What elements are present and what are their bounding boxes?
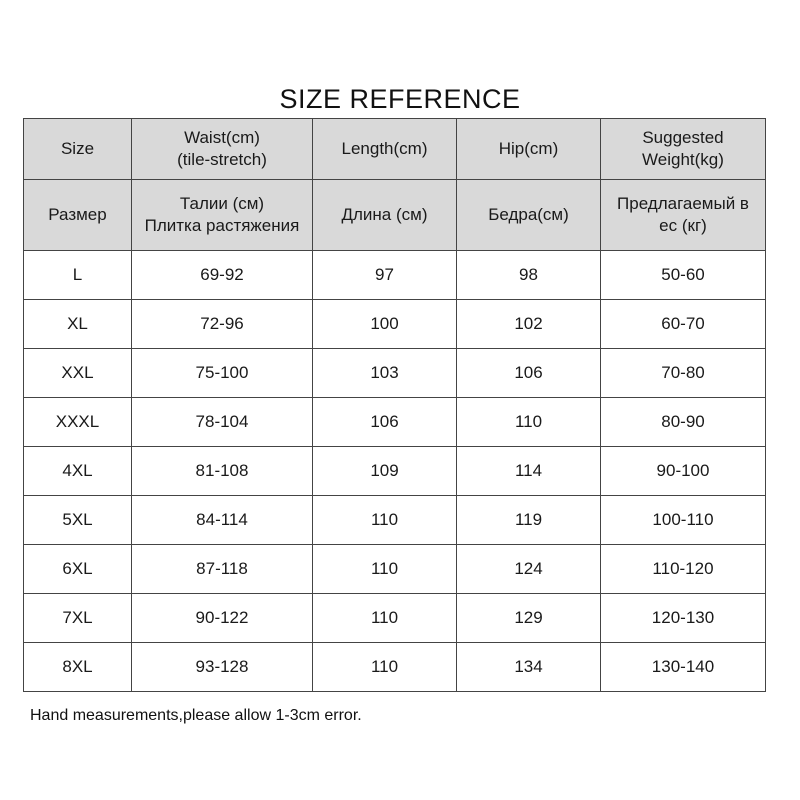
weight-cell: 70-80	[601, 349, 766, 398]
table-row	[24, 398, 766, 447]
header-weight-ru: Предлагаемый в ес (кг)	[601, 180, 766, 251]
table-row	[24, 447, 766, 496]
length-cell: 110	[313, 545, 457, 594]
size-table	[23, 118, 766, 692]
length-cell: 97	[313, 251, 457, 300]
weight-cell: 120-130	[601, 594, 766, 643]
length-cell: 109	[313, 447, 457, 496]
header-length: Length(cm)	[313, 119, 457, 180]
waist-cell: 84-114	[132, 496, 313, 545]
hip-cell: 110	[457, 398, 601, 447]
length-cell: 110	[313, 594, 457, 643]
waist-cell: 72-96	[132, 300, 313, 349]
size-cell: 4XL	[24, 447, 132, 496]
size-cell: 5XL	[24, 496, 132, 545]
header-length-ru: Длина (см)	[313, 180, 457, 251]
table-row	[24, 643, 766, 692]
measurement-note: Hand measurements,please allow 1-3cm error.	[30, 707, 362, 724]
waist-cell: 81-108	[132, 447, 313, 496]
header-size: Size	[24, 119, 132, 180]
weight-cell: 80-90	[601, 398, 766, 447]
table-row	[24, 545, 766, 594]
hip-cell: 102	[457, 300, 601, 349]
weight-cell: 50-60	[601, 251, 766, 300]
size-cell: 7XL	[24, 594, 132, 643]
hip-cell: 106	[457, 349, 601, 398]
table-row	[24, 251, 766, 300]
size-cell: L	[24, 251, 132, 300]
size-cell: XXL	[24, 349, 132, 398]
hip-cell: 98	[457, 251, 601, 300]
size-cell: 6XL	[24, 545, 132, 594]
weight-cell: 90-100	[601, 447, 766, 496]
waist-cell: 87-118	[132, 545, 313, 594]
waist-cell: 75-100	[132, 349, 313, 398]
weight-cell: 110-120	[601, 545, 766, 594]
header-hip-ru: Бедра(см)	[457, 180, 601, 251]
waist-cell: 90-122	[132, 594, 313, 643]
waist-cell: 93-128	[132, 643, 313, 692]
hip-cell: 119	[457, 496, 601, 545]
table-row	[24, 594, 766, 643]
size-cell: XXXL	[24, 398, 132, 447]
header-waist-ru: Талии (см) Плитка растяжения	[132, 180, 313, 251]
weight-cell: 60-70	[601, 300, 766, 349]
page-title: SIZE REFERENCE	[279, 84, 521, 114]
header-hip: Hip(cm)	[457, 119, 601, 180]
length-cell: 100	[313, 300, 457, 349]
hip-cell: 124	[457, 545, 601, 594]
size-cell: XL	[24, 300, 132, 349]
length-cell: 106	[313, 398, 457, 447]
header-size-ru: Размер	[24, 180, 132, 251]
hip-cell: 129	[457, 594, 601, 643]
header-row-english	[24, 119, 766, 180]
weight-cell: 130-140	[601, 643, 766, 692]
hip-cell: 114	[457, 447, 601, 496]
header-weight: Suggested Weight(kg)	[601, 119, 766, 180]
weight-cell: 100-110	[601, 496, 766, 545]
length-cell: 110	[313, 643, 457, 692]
table-row	[24, 300, 766, 349]
waist-cell: 78-104	[132, 398, 313, 447]
table-row	[24, 349, 766, 398]
length-cell: 110	[313, 496, 457, 545]
hip-cell: 134	[457, 643, 601, 692]
waist-cell: 69-92	[132, 251, 313, 300]
table-row	[24, 496, 766, 545]
header-waist: Waist(cm) (tile-stretch)	[132, 119, 313, 180]
header-row-russian	[24, 180, 766, 251]
length-cell: 103	[313, 349, 457, 398]
size-cell: 8XL	[24, 643, 132, 692]
